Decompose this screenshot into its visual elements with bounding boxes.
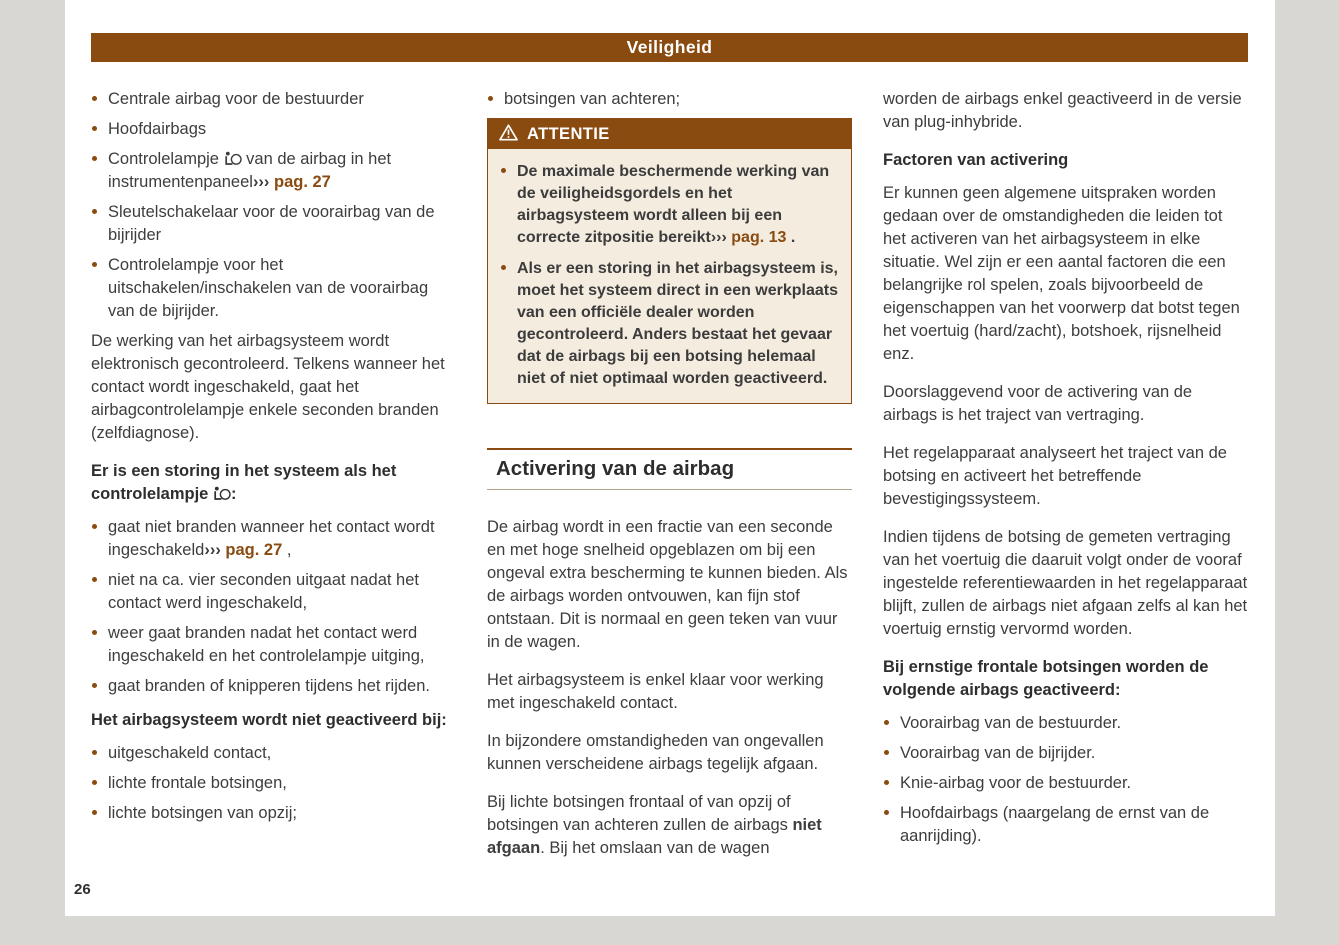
text-run: Factoren van activering	[883, 151, 1069, 169]
list-item-text	[108, 744, 271, 762]
text-run: :	[230, 485, 237, 503]
list-item-text	[108, 774, 287, 792]
airbag-warning-icon	[213, 485, 231, 503]
list-item	[487, 88, 852, 111]
text-run: botsingen van achteren;	[504, 90, 681, 108]
text-run: van de airbag in het instrumentenpaneel	[108, 150, 392, 191]
text-run: Knie-airbag voor de bestuurder.	[900, 774, 1132, 792]
text-run: niet na ca. vier seconden uitgaat nadat het contact werd ingeschakeld,	[108, 571, 419, 612]
bullet-marker	[92, 810, 97, 815]
text-run: lichte frontale botsingen,	[108, 774, 287, 792]
attention-item	[500, 258, 839, 390]
text-run: Voorairbag van de bijrijder.	[900, 744, 1096, 762]
paragraph	[91, 330, 456, 445]
list-item-text	[517, 163, 829, 246]
ref-arrows: ›››	[710, 229, 727, 246]
page-header	[91, 33, 1248, 62]
text-run: Het regelapparaat analyseert het traject van de botsing en activeert het betreffende bevestigingssysteem.	[883, 444, 1227, 508]
paragraph	[883, 381, 1248, 427]
attention-item	[500, 161, 839, 249]
bullet-marker	[884, 810, 889, 815]
text-run: Sleutelschakelaar voor de voorairbag van de bijrijder	[108, 203, 435, 244]
subheading	[883, 656, 1248, 702]
list-item-text	[900, 804, 1209, 845]
list-item-text	[504, 90, 680, 108]
list-item	[91, 802, 456, 825]
bullet-marker	[92, 683, 97, 688]
list-item	[883, 712, 1248, 735]
text-run: lichte botsingen van opzij;	[108, 804, 297, 822]
list-item	[91, 675, 456, 698]
text-run: niet afgaan	[487, 816, 822, 857]
text-run: gaat niet branden wanneer het contact wordt ingeschakeld	[108, 518, 435, 559]
bullet-marker	[884, 750, 889, 755]
text-run: Hoofdairbags (naargelang de ernst van de aanrijding).	[900, 804, 1210, 845]
list-item-text	[108, 120, 206, 138]
text-run: Bij ernstige frontale botsingen worden de volgende airbags geactiveerd:	[883, 658, 1209, 699]
attention-title: ATTENTIE	[527, 124, 610, 143]
text-run: Voorairbag van de bestuurder.	[900, 714, 1122, 732]
paragraph	[487, 791, 852, 860]
column-2	[487, 88, 852, 875]
text-run: Controlelampje voor het uitschakelen/inschakelen van de voorairbag van de bijrijder.	[108, 256, 429, 320]
subheading	[91, 460, 456, 506]
text-run: . Bij het omslaan van de wagen	[540, 839, 770, 857]
text-run: Er is een storing in het systeem als het controlelampje	[91, 462, 397, 503]
text-run: .	[786, 229, 796, 246]
list-item	[91, 622, 456, 668]
list-item-text	[108, 624, 424, 665]
text-run: Het airbagsysteem is enkel klaar voor werking met ingeschakeld contact.	[487, 671, 824, 712]
page-ref-link[interactable]: pag. 27	[220, 541, 283, 559]
text-run: uitgeschakeld contact,	[108, 744, 272, 762]
attention-box	[487, 118, 852, 404]
manual-page	[65, 0, 1275, 916]
list-item	[883, 802, 1248, 848]
list-item	[883, 772, 1248, 795]
list-item-text	[108, 256, 428, 320]
paragraph	[487, 516, 852, 654]
attention-body	[488, 149, 851, 403]
list-item-text	[108, 90, 364, 108]
column-1	[91, 88, 456, 875]
text-run: weer gaat branden nadat het contact werd ingeschakeld en het controlelampje uitging,	[108, 624, 425, 665]
bullet-marker	[92, 750, 97, 755]
text-run: gaat branden of knipperen tijdens het rijden.	[108, 677, 430, 695]
text-run: Indien tijdens de botsing de gemeten vertraging van het voertuig die daaruit volgt onder de vooraf ingestelde referentiewaarden in het regelapparaat blijft, zullen de airbags niet afgaan zelfs al kan het voertuig ernstig vervormd worden.	[883, 528, 1248, 638]
bullet-marker	[884, 720, 889, 725]
bullet-marker	[92, 156, 97, 161]
list-item-text	[108, 804, 297, 822]
text-run: ,	[282, 541, 292, 559]
page-ref-link[interactable]: pag. 27	[269, 173, 331, 191]
warning-triangle-icon	[499, 123, 518, 146]
content-columns	[91, 88, 1248, 875]
paragraph	[883, 442, 1248, 511]
page-ref-link[interactable]: pag. 13	[726, 229, 787, 246]
text-run: De airbag wordt in een fractie van een seconde en met hoge snelheid opgeblazen om bij een ongeval extra bescherming te kunnen bieden. Als de airbags worden ontvouwen, kan fijn stof ontstaan. Dit is normaal en geen teken van vuur in de wagen.	[487, 518, 848, 651]
list-item	[883, 742, 1248, 765]
bullet-marker	[92, 262, 97, 267]
list-item	[91, 118, 456, 141]
text-run: Er kunnen geen algemene uitspraken worden gedaan over de omstandigheden die leiden tot het activeren van het airbagsysteem in elke situatie. Wel zijn er een aantal factoren die een belangrijke rol spelen, zoals bijvoorbeeld de eigenschappen van het voorwerp dat botst tegen het voertuig (hard/zacht), botshoek, rijsnelheid enz.	[883, 184, 1240, 363]
list-item-text	[900, 774, 1131, 792]
bullet-marker	[92, 209, 97, 214]
text-run: Centrale airbag voor de bestuurder	[108, 90, 364, 108]
text-run: Het airbagsysteem wordt niet geactiveerd bij:	[91, 711, 447, 729]
attention-header	[488, 119, 851, 149]
bullet-marker	[501, 168, 506, 173]
text-run: Activering van de airbag	[496, 457, 735, 480]
list-item	[91, 772, 456, 795]
ref-arrows: ›››	[204, 541, 221, 559]
list-item	[91, 254, 456, 323]
text-run: De werking van het airbagsysteem wordt elektronisch gecontroleerd. Telkens wanneer het contact wordt ingeschakeld, gaat het airbagcontrolelampje enkele seconden branden (zelfdiagnose).	[91, 332, 445, 442]
text-run: In bijzondere omstandigheden van ongevallen kunnen verscheidene airbags tegelijk afgaan.	[487, 732, 824, 773]
list-item-text	[108, 203, 435, 244]
text-run: Als er een storing in het airbagsysteem is, moet het systeem direct in een werkplaats van een officiële dealer worden gecontroleerd. Anders bestaat het gevaar dat de airbags bij een botsing helemaal niet of niet optimaal worden geactiveerd.	[517, 260, 839, 387]
paragraph	[487, 669, 852, 715]
bullet-marker	[92, 126, 97, 131]
bullet-marker	[92, 96, 97, 101]
text-run: De maximale beschermende werking van de veiligheidsgordels en het airbagsysteem wordt alleen bij een correcte zitpositie bereikt	[517, 163, 830, 246]
subheading	[883, 149, 1248, 172]
text-run: worden de airbags enkel geactiveerd in de versie van plug-inhybride.	[883, 90, 1242, 131]
page-title: Veiligheid	[626, 37, 713, 57]
list-item-text	[108, 518, 435, 559]
airbag-warning-icon	[224, 150, 242, 168]
text-run: Bij lichte botsingen frontaal of van opzij of botsingen van achteren zullen de airbags	[487, 793, 793, 834]
list-item	[91, 569, 456, 615]
bullet-marker	[92, 524, 97, 529]
bullet-marker	[501, 265, 506, 270]
text-run: Doorslaggevend voor de activering van de airbags is het traject van vertraging.	[883, 383, 1193, 424]
list-item	[91, 148, 456, 194]
bullet-marker	[92, 780, 97, 785]
list-item-text	[108, 677, 430, 695]
list-item	[91, 201, 456, 247]
bullet-marker	[92, 577, 97, 582]
list-item	[91, 88, 456, 111]
list-item-text	[517, 260, 838, 387]
paragraph	[883, 88, 1248, 134]
paragraph	[883, 526, 1248, 641]
bullet-marker	[488, 96, 493, 101]
paragraph	[487, 730, 852, 776]
list-item-text	[900, 714, 1121, 732]
column-3	[883, 88, 1248, 875]
text-run: Controlelampje	[108, 150, 224, 168]
section-title	[487, 448, 852, 490]
list-item-text	[108, 150, 391, 191]
text-run: Hoofdairbags	[108, 120, 207, 138]
paragraph	[883, 182, 1248, 366]
bullet-marker	[92, 630, 97, 635]
bullet-marker	[884, 780, 889, 785]
list-item-text	[900, 744, 1095, 762]
ref-arrows: ›››	[252, 173, 270, 191]
list-item	[91, 742, 456, 765]
list-item-text	[108, 571, 419, 612]
page-number: 26	[74, 881, 91, 898]
list-item	[91, 516, 456, 562]
subheading	[91, 709, 456, 732]
